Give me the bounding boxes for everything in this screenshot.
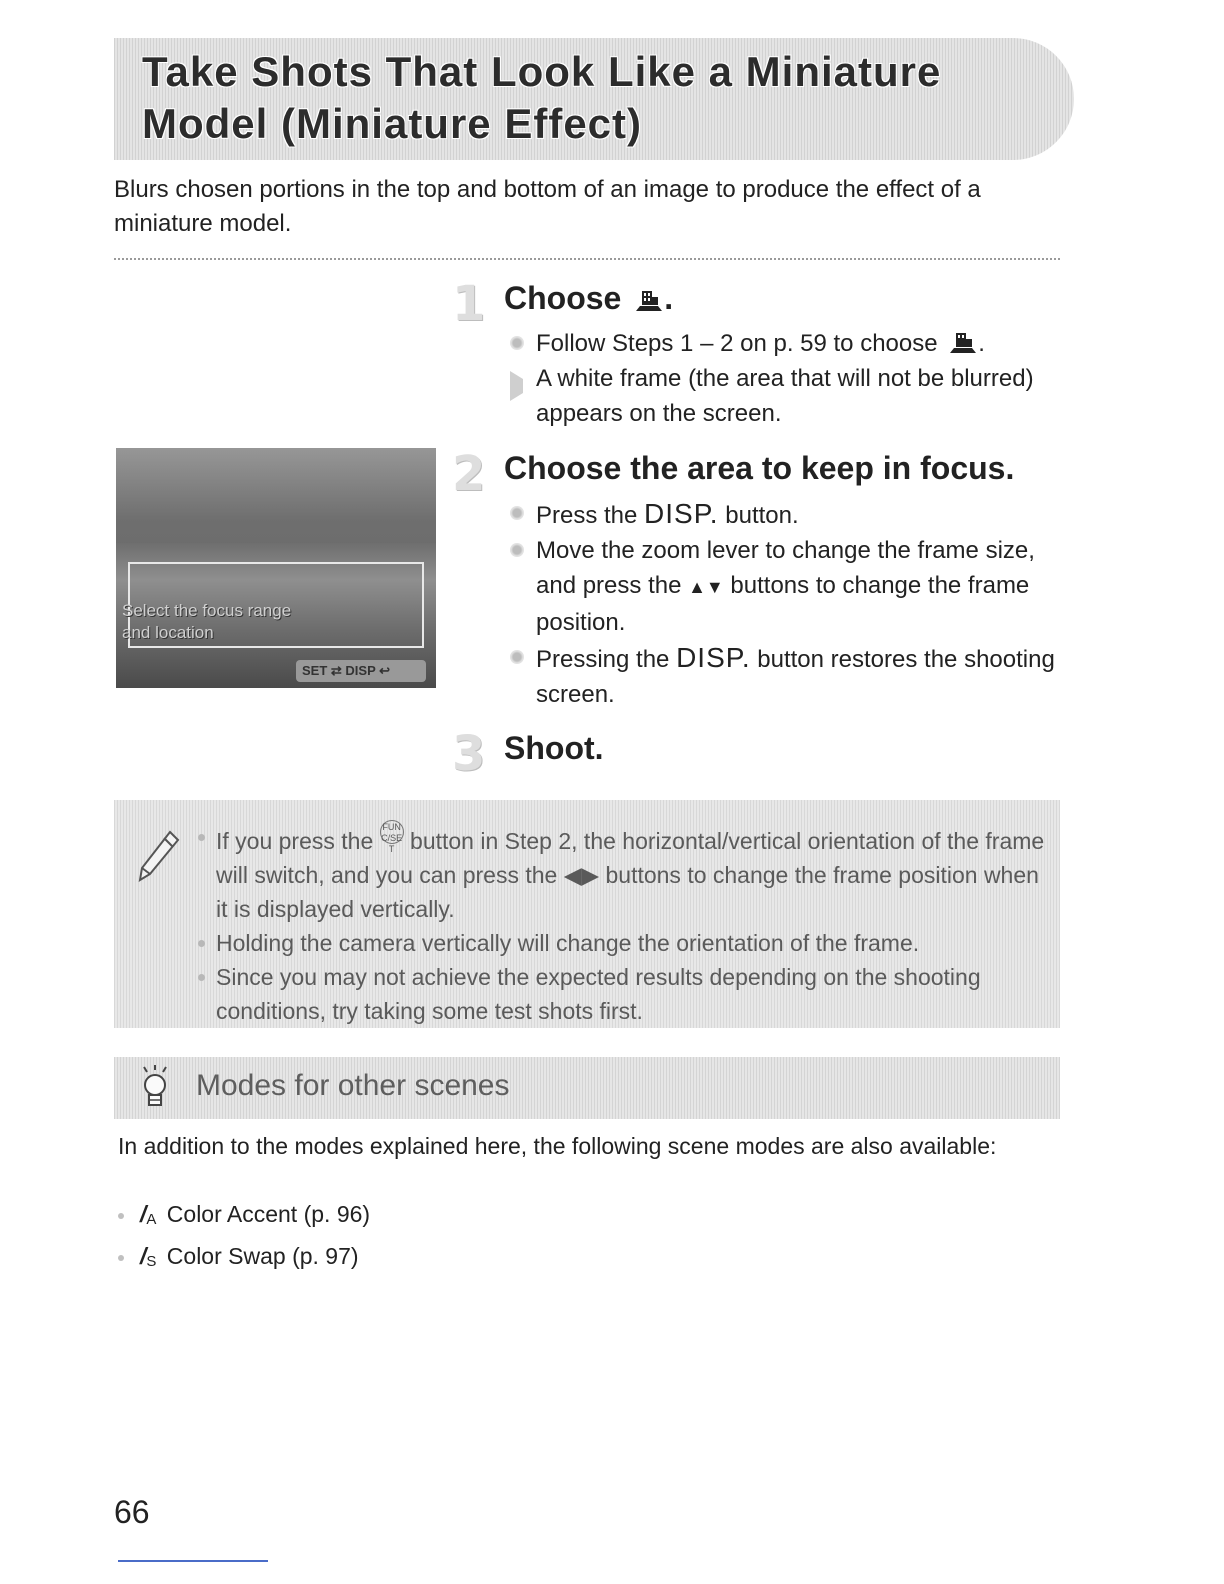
note-text: If you press the	[216, 828, 380, 854]
icon-subscript: A	[146, 1211, 157, 1228]
step-heading-2: Choose the area to keep in focus.	[504, 450, 1015, 486]
bullet-dot-icon	[510, 650, 524, 664]
pencil-icon	[134, 828, 182, 888]
step-number-3: 3	[452, 726, 486, 782]
intro-text: Blurs chosen portions in the top and bottom of an image to produce the effect of a miniature model.	[114, 176, 981, 237]
list-item	[510, 361, 1072, 431]
mode-text: Color Accent (p. 96)	[166, 1201, 371, 1227]
color-accent-icon	[140, 1201, 156, 1227]
bullet-dot-icon	[510, 506, 524, 520]
bullet-text: Press the	[536, 502, 645, 529]
list-item	[198, 926, 1048, 960]
step-2-bullets	[510, 496, 1072, 712]
list-item	[118, 1196, 370, 1238]
bullet-dot-icon	[510, 543, 524, 557]
step-1	[452, 276, 1072, 440]
bullet-dot-icon	[118, 1255, 124, 1261]
screen-message-line-2: and location	[122, 623, 214, 642]
disp-button-label: DISP.	[676, 642, 751, 673]
step-heading-1-suffix: .	[664, 280, 674, 316]
up-down-arrows-icon: ▲▼	[688, 577, 724, 597]
title-banner	[114, 38, 1074, 160]
screen-message-line-1: Select the focus range	[122, 601, 292, 620]
list-item	[510, 640, 1072, 712]
hint-intro: In addition to the modes explained here, the following scene modes are also available:	[118, 1133, 997, 1159]
note-text: Since you may not achieve the expected results depending on the shooting conditions, try taking some test shots first.	[216, 964, 981, 1024]
bullet-text: button restores the shooting screen.	[536, 646, 1055, 708]
bullet-text: Follow Steps 1 – 2 on p. 59 to choose	[536, 330, 938, 357]
page-title-line-2: Model (Miniature Effect)	[142, 100, 643, 147]
step-3	[452, 726, 1072, 790]
icon-subscript: S	[146, 1253, 157, 1270]
icon-glyph: /	[140, 1243, 147, 1269]
bullet-text: Move the zoom lever to change the frame size, and press the	[536, 537, 1035, 599]
list-item	[198, 820, 1048, 926]
list-item	[510, 496, 1072, 533]
bullet-text: button.	[718, 502, 799, 529]
step-2	[452, 446, 1072, 720]
list-item	[510, 326, 1072, 361]
step-number-2: 2	[452, 446, 486, 502]
disp-button-label: DISP.	[644, 498, 719, 529]
hint-title: Modes for other scenes	[196, 1069, 510, 1102]
screen-sky	[116, 448, 436, 543]
color-swap-icon	[140, 1243, 156, 1269]
step-1-bullets	[510, 326, 1072, 431]
miniature-effect-icon	[634, 287, 664, 313]
footer-link-underline[interactable]	[118, 1560, 268, 1562]
step-heading-1-text: Choose	[504, 280, 622, 316]
step-heading-3: Shoot.	[504, 730, 604, 766]
list-item	[510, 533, 1072, 640]
result-arrow-icon	[510, 371, 537, 401]
func-set-icon: FUNC/SET	[381, 822, 403, 854]
bullet-text: A white frame (the area that will not be blurred) appears on the screen.	[536, 365, 1034, 427]
step-heading-1	[504, 280, 673, 317]
scene-mode-list	[118, 1196, 370, 1280]
bullet-dot-icon	[510, 336, 524, 350]
camera-screen-image	[116, 448, 436, 688]
note-text: button in Step 2, the horizontal/vertical orientation of the frame will switch, and you can press the ◀▶ buttons to change the frame position when it is displayed vertically.	[216, 828, 1045, 922]
lightbulb-icon	[138, 1065, 172, 1111]
step-number-1: 1	[452, 276, 486, 332]
bullet-suffix: .	[978, 330, 985, 357]
page-title-line-1: Take Shots That Look Like a Miniature	[142, 48, 942, 95]
icon-glyph: /	[140, 1201, 147, 1227]
section-divider	[114, 258, 1060, 260]
screen-buttons: SET ⇄ DISP ↩	[296, 660, 426, 682]
notes-box	[114, 800, 1060, 1028]
page-number: 66	[114, 1494, 150, 1530]
list-item	[118, 1238, 370, 1280]
bullet-dot-icon	[118, 1213, 124, 1219]
miniature-effect-icon	[948, 329, 978, 355]
note-text: Holding the camera vertically will change the orientation of the frame.	[216, 930, 920, 956]
bullet-text: buttons to change the frame position.	[536, 572, 1030, 636]
list-item	[198, 960, 1048, 1028]
bullet-text: Pressing the	[536, 646, 677, 673]
mode-text: Color Swap (p. 97)	[166, 1243, 359, 1269]
screen-message	[122, 600, 291, 644]
notes-list	[198, 820, 1048, 1028]
hint-banner	[114, 1057, 1060, 1119]
